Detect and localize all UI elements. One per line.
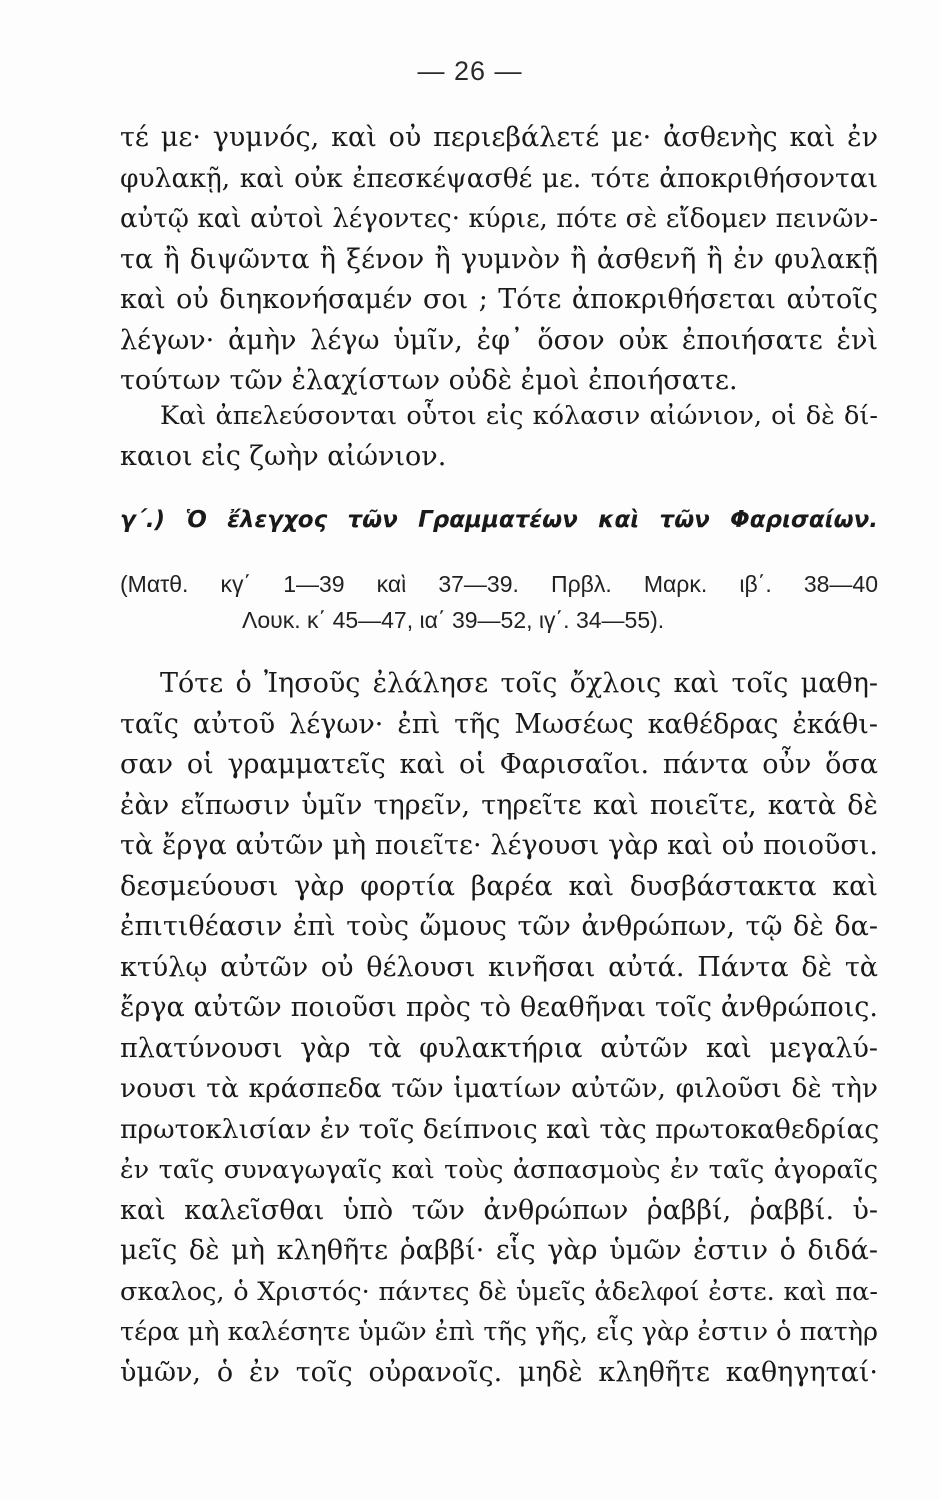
text-line: νουσι τὰ κράσπεδα τῶν ἱματίων αὐτῶν, φιλοῦσι δὲ τὴν	[120, 1073, 878, 1104]
text-line: τέρα μὴ καλέσητε ὑμῶν ἐπὶ τῆς γῆς, εἷς γὰρ ἐστιν ὁ πατὴρ	[120, 1317, 878, 1347]
scripture-references	[120, 566, 878, 638]
section-heading: γ΄.) Ὁ ἔλεγχος τῶν Γραμματέων καὶ τῶν Φαρισαίων.	[120, 507, 878, 533]
text-line: Τότε ὁ Ἰησοῦς ἐλάλησε τοῖς ὄχλοις καὶ τοῖς μαθη-	[160, 668, 878, 699]
text-line: ὑμῶν, ὁ ἐν τοῖς οὐρανοῖς. μηδὲ κληθῆτε καθηγηταί·	[120, 1356, 878, 1388]
reference-line: Λουκ. κ΄ 45—47, ια΄ 39—52, ιγ΄. 34—55).	[242, 607, 665, 633]
text-line: καὶ καλεῖσθαι ὑπὸ τῶν ἀνθρώπων ῥαββί, ῥαββί. ὑ-	[120, 1194, 878, 1226]
text-line: ἔργα αὐτῶν ποιοῦσι πρὸς τὸ θεαθῆναι τοῖς ἀνθρώποις.	[120, 992, 878, 1023]
text-line: Καὶ ἀπελεύσονται οὗτοι εἰς κόλασιν αἰώνιον, οἱ δὲ δί-	[160, 401, 878, 431]
text-line: ταῖς αὐτοῦ λέγων· ἐπὶ τῆς Μωσέως καθέδρας ἐκάθι-	[120, 708, 878, 740]
text-line: φυλακῇ, καὶ οὐκ ἐπεσκέψασθέ με. τότε ἀποκριθήσονται	[120, 162, 878, 194]
paragraph-two	[120, 396, 878, 477]
text-line: πλατύνουσι γὰρ τὰ φυλακτήρια αὐτῶν καὶ μεγαλύ-	[120, 1032, 878, 1064]
text-line: λέγων· ἀμὴν λέγω ὑμῖν, ἐφ᾽ ὅσον οὐκ ἐποιήσατε ἑνὶ	[120, 324, 878, 356]
text-line: κτύλῳ αὐτῶν οὐ θέλουσι κινῆσαι αὐτά. Πάντα δὲ τὰ	[120, 951, 878, 983]
text-line: σαν οἱ γραμματεῖς καὶ οἱ Φαρισαῖοι. πάντα οὖν ὅσα	[120, 749, 878, 780]
text-line: πρωτοκλισίαν ἐν τοῖς δείπνοις καὶ τὰς πρωτοκαθεδρίας	[120, 1113, 880, 1145]
paragraph-top	[120, 118, 878, 402]
text-line: τέ με· γυμνός, καὶ οὐ περιεβάλετέ με· ἀσθενὴς καὶ ἐν	[120, 122, 878, 153]
text-line: σκαλος, ὁ Χριστός· πάντες δὲ ὑμεῖς ἀδελφοί ἐστε. καὶ πα-	[120, 1276, 878, 1307]
text-line: αὐτῷ καὶ αὐτοὶ λέγοντες· κύριε, πότε σὲ εἴδομεν πεινῶν-	[120, 204, 878, 234]
text-line: μεῖς δὲ μὴ κληθῆτε ῥαββί· εἷς γὰρ ὑμῶν ἐστιν ὁ διδά-	[120, 1235, 878, 1266]
paragraph-main	[120, 664, 878, 1393]
text-line: τα ἢ διψῶντα ἢ ξένον ἢ γυμνὸν ἢ ἀσθενῆ ἢ ἐν φυλακῇ	[120, 243, 878, 275]
text-line: δεσμεύουσι γὰρ φορτία βαρέα καὶ δυσβάστακτα καὶ	[120, 870, 878, 902]
text-line: ἐν ταῖς συναγωγαῖς καὶ τοὺς ἀσπασμοὺς ἐν ταῖς ἀγοραῖς	[120, 1155, 878, 1185]
text-line: τὰ ἔργα αὐτῶν μὴ ποιεῖτε· λέγουσι γὰρ καὶ οὐ ποιοῦσι.	[120, 830, 878, 861]
text-line: καιοι εἰς ζωὴν αἰώνιον.	[120, 440, 447, 472]
text-line: ἐὰν εἴπωσιν ὑμῖν τηρεῖν, τηρεῖτε καὶ ποιεῖτε, κατὰ δὲ	[120, 789, 878, 821]
text-line: τούτων τῶν ἐλαχίστων οὐδὲ ἐμοὶ ἐποιήσατε.	[120, 365, 738, 396]
text-line: καὶ οὐ διηκονήσαμέν σοι ; Τότε ἀποκριθήσεται αὐτοῖς	[120, 284, 878, 315]
page-number: — 26 —	[417, 56, 523, 86]
text-line: ἐπιτιθέασιν ἐπὶ τοὺς ὤμους τῶν ἀνθρώπων, τῷ δὲ δα-	[120, 911, 878, 942]
reference-line: (Ματθ. κγ΄ 1—39 καὶ 37—39. Πρβλ. Μαρκ. ιβ΄. 38—40	[120, 571, 878, 597]
